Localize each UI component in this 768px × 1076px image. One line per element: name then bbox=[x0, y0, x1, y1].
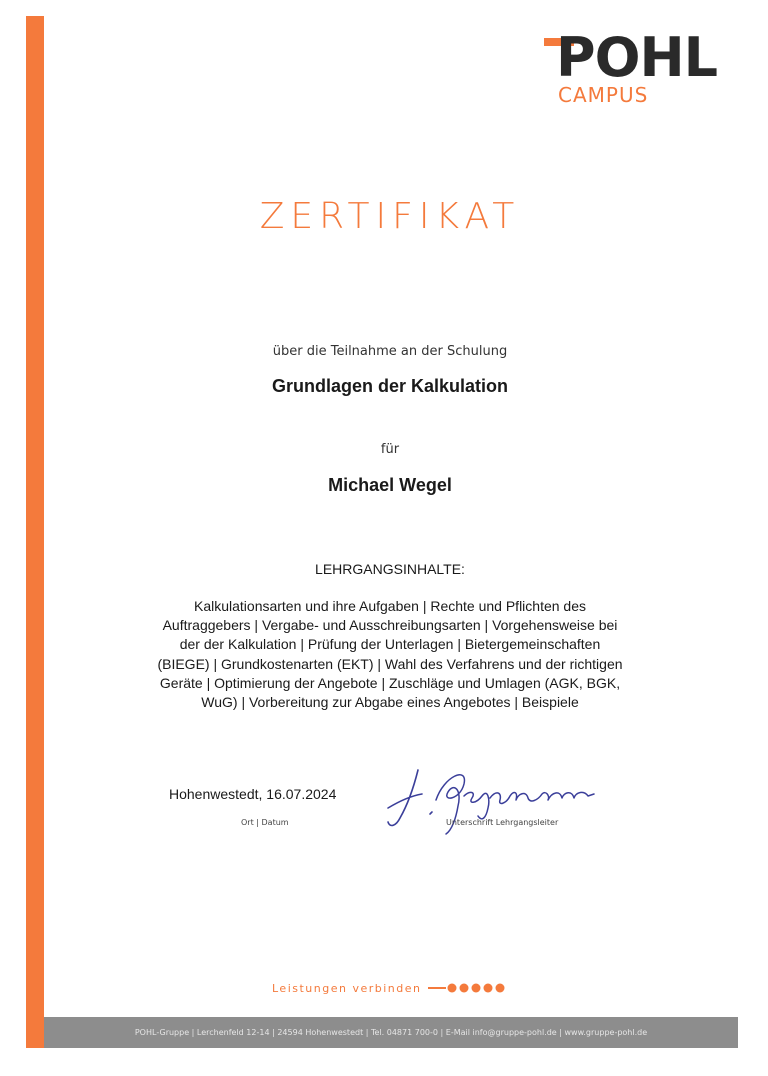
course-contents-line: der der Kalkulation | Prüfung der Unterlagen | Bietergemeinschaften bbox=[179, 636, 601, 653]
footer-contact-line: POHL-Gruppe | Lerchenfeld 12-14 | 24594 Hohenwestedt | Tel. 04871 700-0 | E-Mail info@gruppe-pohl.de | www.gruppe-pohl.de bbox=[134, 1028, 648, 1037]
for-label: für bbox=[380, 442, 400, 457]
course-contents-line: (BIEGE) | Grundkostenarten (EKT) | Wahl des Verfahrens und der richtigen bbox=[157, 655, 623, 672]
slogan-dots-icon bbox=[428, 982, 510, 994]
signature-caption: Unterschrift Lehrgangsleiter bbox=[446, 818, 559, 827]
logo-subtitle: CAMPUS bbox=[558, 83, 649, 107]
recipient-name: Michael Wegel bbox=[328, 475, 452, 495]
place-date-caption: Ort | Datum bbox=[241, 818, 289, 827]
course-contents-line: WuG) | Vorbereitung zur Abgabe eines Angebotes | Beispiele bbox=[201, 694, 579, 711]
course-contents-line: Kalkulationsarten und ihre Aufgaben | Rechte und Pflichten des bbox=[193, 598, 586, 614]
footer-bar bbox=[44, 1017, 738, 1048]
certificate-title: ZERTIFIKAT bbox=[259, 196, 521, 237]
left-accent-bar bbox=[26, 16, 44, 1048]
course-title: Grundlagen der Kalkulation bbox=[271, 376, 509, 396]
slogan-text: Leistungen verbinden bbox=[272, 981, 422, 995]
course-contents-line: Auftraggebers | Vergabe- und Ausschreibungsarten | Vorgehensweise bei bbox=[162, 617, 618, 634]
participation-intro: über die Teilnahme an der Schulung bbox=[272, 344, 508, 359]
place-and-date: Hohenwestedt, 16.07.2024 bbox=[169, 786, 337, 802]
pohl-campus-logo bbox=[544, 26, 724, 110]
course-contents bbox=[140, 597, 640, 712]
logo-wordmark: POHL bbox=[556, 26, 718, 89]
slogan-row bbox=[272, 980, 510, 996]
course-contents-heading: LEHRGANGSINHALTE: bbox=[315, 561, 465, 577]
course-contents-line: Geräte | Optimierung der Angebote | Zuschläge und Umlagen (AGK, BGK, bbox=[159, 674, 621, 691]
